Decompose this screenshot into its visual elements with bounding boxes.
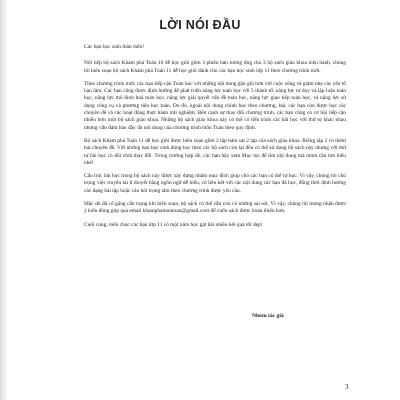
paragraph-book-structure: Bộ sách Khám phá Toán 11 dễ học giỏi được biên soạn gồm 2 tập bám sát 2 tập của sách giáo khoa. Riêng tập 2 có thêm hai chuyên đề. Với những bạn học sinh dùng học theo các bộ sách còn lại đều có thể sử dụng bộ sách này nhưng với thứ tự bài học có đôi chút thay đổi. Trong trường hợp đó, các bạn hãy xem Mục lục để tìm nội dung mà mình cần tìm hiểu nhé! [84,137,346,166]
paragraph-new-curriculum: Theo chương trình mới, các bạn tiếp cận Toán học với những nội dung gần gũi hơn với cuộc sống và giảm nhẹ các yếu tố hàn lâm. Các bạn cũng được định hướng để phát triển năng lực toán học với 5 thành tố: năng lực tư duy và lập luận toán học, năng lực mô hình hoá toán học, năng lực giải quyết vấn đề toán học, năng lực giao tiếp toán học, và năng lực sử dụng công cụ và phương tiện học toán. Do đó, ngoài nội dung chính học theo chương, bài, các bạn còn được học các chuyên đề và các hoạt động thực hành trải nghiệm. Bên cạnh sự thay đổi chương trình, các bạn cũng có cơ hội tiếp cận nhiều hơn một bộ sách giáo khoa. Những bộ sách giáo khoa này có thể có tiến trình các bài học với thứ tự khác nhau nhưng vẫn đảm bảo đầy đủ nội dung của chương trình môn Toán theo quy định. [84,80,346,131]
page-number: 3 [345,383,349,391]
book-spine-shadow [0,0,8,400]
paragraph-closing-wish: Cuối cùng, mến chúc các bạn lớp 11 có một năm học gặt hái nhiều kết quả tốt đẹp! [84,221,263,228]
author-signature: Nhóm tác giả [252,313,284,319]
salutation: Các bạn học sinh thân mến! [84,44,145,50]
paragraph-intro-series: Nối tiếp bộ sách Khám phá Toán 10 dễ học giỏi gồm 3 phiên bản tương ứng cho 3 bộ sách giáo khoa hiện hành, chúng tôi biên soạn bộ sách Khám phá Toán 11 dễ học giỏi dành cho các bạn học sinh lớp 11 theo chương trình mới. [84,60,346,74]
page-title: LỜI NÓI ĐẦU [159,18,241,32]
body-text [84,44,346,235]
paragraph-lesson-structure: Cấu trúc bài học trong bộ sách này được xây dựng nhằm mục đích giúp cho các bạn có thể tự học. Vì vậy, chúng tôi chú trọng việc truyền tải lí thuyết bằng ngôn ngữ dễ hiểu, có liên kết với các nội dung các bạn đã học, đồng thời định hướng các dạng bài tập hoặc câu hỏi trọng tâm theo chương trình được yêu cầu. [84,173,346,194]
paragraph-feedback-email: Mặc dù đã cố gắng cẩn trọng khi biên soạn, bộ sách có thể vẫn còn có những sai sót. Vì vậy, chúng tôi mong nhận được ý kiến đóng góp qua email khamphamontoan@gmail.com để cuốn sách được hoàn thiện hơn. [84,201,346,215]
